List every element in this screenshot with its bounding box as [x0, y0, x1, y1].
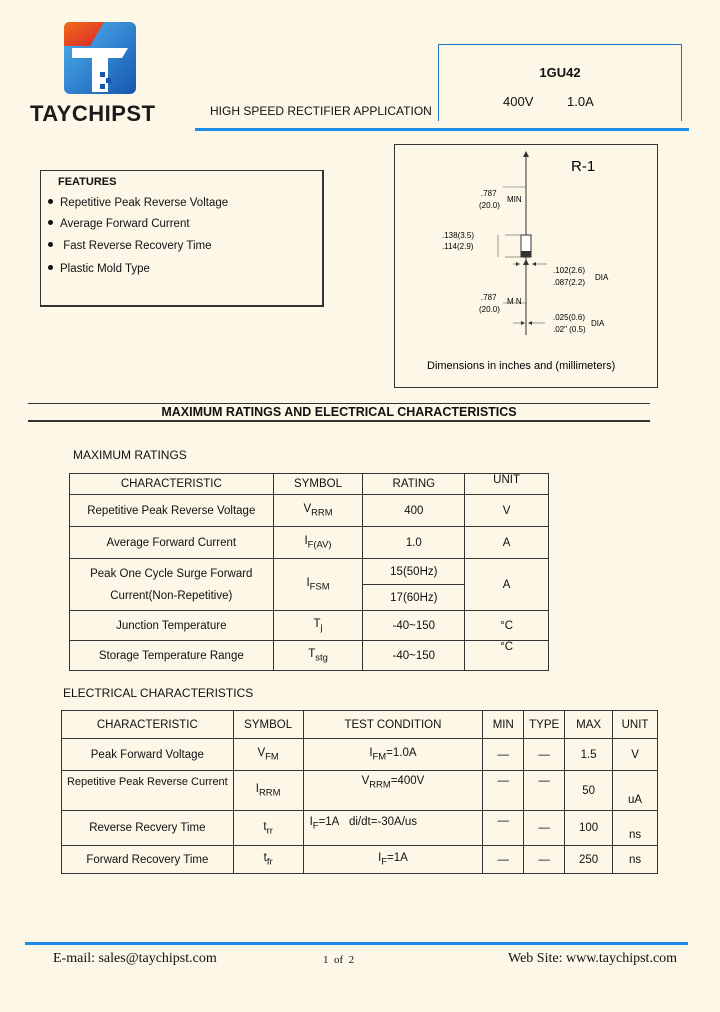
symbol-cell: $t_{rr}$	[233, 811, 303, 846]
svg-text:.114(2.9): .114(2.9)	[442, 242, 474, 251]
characteristic-cell: Junction Temperature	[70, 611, 274, 641]
characteristic-cell: Peak Forward Voltage	[62, 739, 234, 771]
feature-item	[48, 218, 190, 230]
brand-name: TAYCHIPST	[30, 101, 156, 126]
unit-cell: V	[613, 739, 658, 771]
table-row	[70, 527, 549, 559]
max-ratings-title: MAXIMUM RATINGS	[73, 448, 187, 462]
rating-cell: 1.0	[363, 527, 465, 559]
min-cell: —	[483, 739, 524, 771]
page-number: 1 of 2	[323, 954, 355, 966]
package-note: Dimensions in inches and (millimeters)	[427, 360, 616, 372]
feature-item	[48, 240, 211, 252]
feature-label: Repetitive Peak Reverse Voltage	[60, 197, 229, 209]
max-cell: 100	[565, 811, 613, 846]
svg-text:(20.0): (20.0)	[479, 305, 500, 314]
feature-label: Fast Reverse Recovery Time	[63, 240, 212, 252]
features-title: FEATURES	[58, 176, 117, 188]
cathode-band	[521, 251, 531, 257]
table-header-row	[62, 711, 658, 739]
part-current: 1.0A	[567, 94, 594, 109]
type-cell: —	[524, 846, 565, 874]
unit-cell: °C	[465, 641, 549, 671]
table-row	[70, 495, 549, 527]
unit-cell: A	[465, 527, 549, 559]
col-header: SYMBOL	[233, 711, 303, 739]
max-cell: 250	[565, 846, 613, 874]
condition-cell: $I_F=1A$	[303, 846, 483, 874]
characteristic-cell: Storage Temperature Range	[70, 641, 274, 671]
symbol-cell: $T_{stg}$	[273, 641, 363, 671]
svg-text:MIN: MIN	[507, 195, 522, 204]
col-header: UNIT	[613, 711, 658, 739]
min-cell: —	[483, 771, 524, 811]
elec-title: ELECTRICAL CHARACTERISTICS	[63, 686, 254, 700]
svg-text:M N: M N	[507, 297, 522, 306]
table-row	[62, 846, 658, 874]
rating-cell: 17(60Hz)	[363, 585, 465, 611]
characteristic-cell: Reverse Recvery Time	[62, 811, 234, 846]
feature-label: Plastic Mold Type	[60, 263, 150, 275]
col-header: SYMBOL	[273, 474, 363, 495]
rating-cell: 15(50Hz)	[363, 559, 465, 585]
table-row	[70, 559, 549, 585]
bullet-icon	[48, 265, 53, 270]
symbol-cell: $T_j$	[273, 611, 363, 641]
rating-cell: -40~150	[363, 641, 465, 671]
footer-rule	[25, 942, 688, 945]
symbol-cell: $I_{RRM}$	[233, 771, 303, 811]
table-row	[62, 771, 658, 811]
symbol-cell: $t_{fr}$	[233, 846, 303, 874]
table-header-row	[70, 474, 549, 495]
condition-cell: $I_{FM}=1.0A$	[303, 739, 483, 771]
bullet-icon	[48, 220, 53, 225]
col-header: UNIT	[465, 474, 549, 495]
section-title: MAXIMUM RATINGS AND ELECTRICAL CHARACTERISTICS	[28, 403, 650, 422]
col-header: MAX	[565, 711, 613, 739]
symbol-cell: $I_{F(AV)}$	[273, 527, 363, 559]
unit-cell: °C	[465, 611, 549, 641]
type-cell: —	[524, 811, 565, 846]
feature-item	[48, 197, 228, 209]
type-cell: —	[524, 771, 565, 811]
table-row	[62, 811, 658, 846]
unit-cell: A	[465, 559, 549, 611]
symbol-cell: $I_{FSM}$	[273, 559, 363, 611]
symbol-cell: $V_{RRM}$	[273, 495, 363, 527]
bullet-icon	[48, 242, 53, 247]
part-voltage: 400V	[503, 94, 534, 109]
max-cell: 1.5	[565, 739, 613, 771]
unit-cell: ns	[613, 811, 658, 846]
min-cell: —	[483, 811, 524, 846]
package-name: R-1	[571, 158, 596, 175]
features-box	[40, 170, 324, 307]
unit-cell: uA	[613, 771, 658, 811]
part-number-box	[438, 44, 682, 121]
feature-item	[48, 263, 150, 275]
svg-text:(20.0): (20.0)	[479, 201, 500, 210]
svg-text:.087(2.2): .087(2.2)	[553, 278, 586, 287]
characteristic-cell: Forward Recovery Time	[62, 846, 234, 874]
rating-cell: 400	[363, 495, 465, 527]
elec-table	[61, 710, 658, 874]
characteristic-cell: Average Forward Current	[70, 527, 274, 559]
svg-text:.02" (0.5): .02" (0.5)	[553, 325, 586, 334]
footer-website: Web Site: www.taychipst.com	[508, 951, 678, 966]
symbol-cell: $V_{FM}$	[233, 739, 303, 771]
bullet-icon	[48, 199, 53, 204]
col-header: TEST CONDITION	[303, 711, 483, 739]
table-row	[70, 611, 549, 641]
svg-text:DIA: DIA	[591, 319, 605, 328]
company-logo	[64, 22, 136, 94]
characteristic-cell: Repetitive Peak Reverse Current	[62, 771, 234, 811]
condition-cell: $I_F=1A$ di/dt=-30A/us	[303, 811, 483, 846]
svg-text:.102(2.6): .102(2.6)	[553, 266, 586, 275]
col-header: CHARACTERISTIC	[62, 711, 234, 739]
col-header: CHARACTERISTIC	[70, 474, 274, 495]
part-number: 1GU42	[539, 65, 581, 80]
rating-cell: -40~150	[363, 611, 465, 641]
svg-text:DIA: DIA	[595, 273, 609, 282]
unit-cell: ns	[613, 846, 658, 874]
package-outline-box	[394, 144, 658, 388]
max-cell: 50	[565, 771, 613, 811]
condition-cell: $V_{RRM}=400V$	[303, 771, 483, 811]
header-rule	[195, 128, 689, 131]
svg-text:.787: .787	[481, 189, 497, 198]
feature-label: Average Forward Current	[60, 218, 190, 230]
min-cell: —	[483, 846, 524, 874]
footer-email: E-mail: sales@taychipst.com	[53, 951, 217, 966]
max-ratings-table	[69, 473, 549, 671]
characteristic-cell: Repetitive Peak Reverse Voltage	[70, 495, 274, 527]
package-drawing	[395, 145, 657, 387]
svg-text:.138(3.5): .138(3.5)	[442, 231, 475, 240]
characteristic-cell: Peak One Cycle Surge Forward Current(Non-Repetitive)	[70, 559, 274, 611]
table-row	[62, 739, 658, 771]
type-cell: —	[524, 739, 565, 771]
table-row	[70, 641, 549, 671]
col-header: MIN	[483, 711, 524, 739]
svg-text:.787: .787	[481, 293, 497, 302]
unit-cell: V	[465, 495, 549, 527]
svg-text:.025(0.6): .025(0.6)	[553, 313, 586, 322]
application-title: HIGH SPEED RECTIFIER APPLICATION	[210, 104, 432, 118]
col-header: TYPE	[524, 711, 565, 739]
col-header: RATING	[363, 474, 465, 495]
